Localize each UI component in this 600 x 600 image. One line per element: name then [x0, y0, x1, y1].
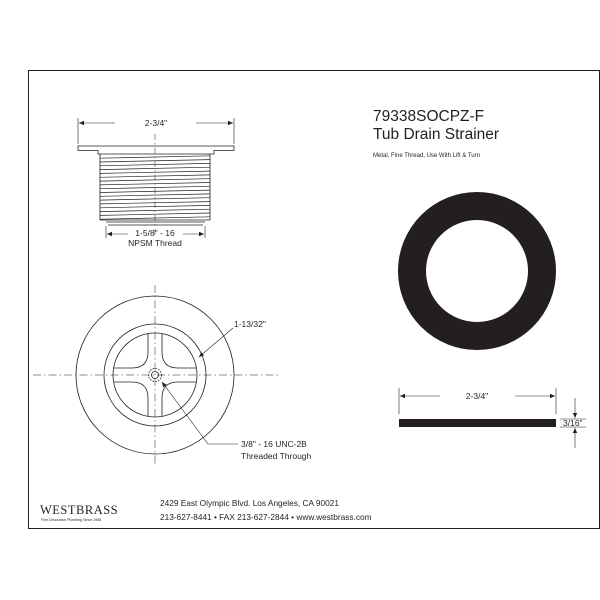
company-address: 2429 East Olympic Blvd. Los Angeles, CA 90021: [160, 498, 339, 508]
company-contact: 213-627-8441 • FAX 213-627-2844 • www.westbrass.com: [160, 512, 372, 522]
gasket-profile: [399, 419, 556, 427]
sheet-border: [29, 71, 600, 529]
gasket-thickness-label: 3/16": [563, 418, 583, 428]
side-view: [78, 118, 234, 238]
thread-line: [100, 167, 210, 169]
bottom-lip: [106, 222, 205, 225]
inner-diameter-label: 1-13/32": [234, 319, 266, 329]
company-logo: [40, 503, 118, 522]
flange-width-label: 2-3/4": [144, 118, 168, 128]
gasket-diameter-label: 2-3/4": [465, 391, 489, 401]
logo-tagline: Fine Decorative Plumbing Since 1958: [41, 518, 102, 522]
gasket-ring: [412, 206, 542, 336]
thread-size-label: 1-5/8" - 16: [135, 228, 175, 238]
model-number: 79338SOCPZ-F: [373, 108, 485, 125]
thread-line: [100, 194, 210, 196]
logo-text: WESTBRASS: [40, 503, 119, 517]
center-hole-type-label: Threaded Through: [241, 451, 312, 461]
gasket-top-view: [412, 206, 542, 336]
thread-type-label: NPSM Thread: [128, 238, 182, 248]
center-hole-thread-label: 3/8" - 16 UNC-2B: [241, 439, 307, 449]
product-description: Metal, Fine Thread, Use With Lift & Turn: [373, 153, 480, 159]
product-name: Tub Drain Strainer: [373, 126, 500, 143]
flange-outline: [78, 146, 234, 154]
gasket-side-view: [399, 388, 586, 448]
